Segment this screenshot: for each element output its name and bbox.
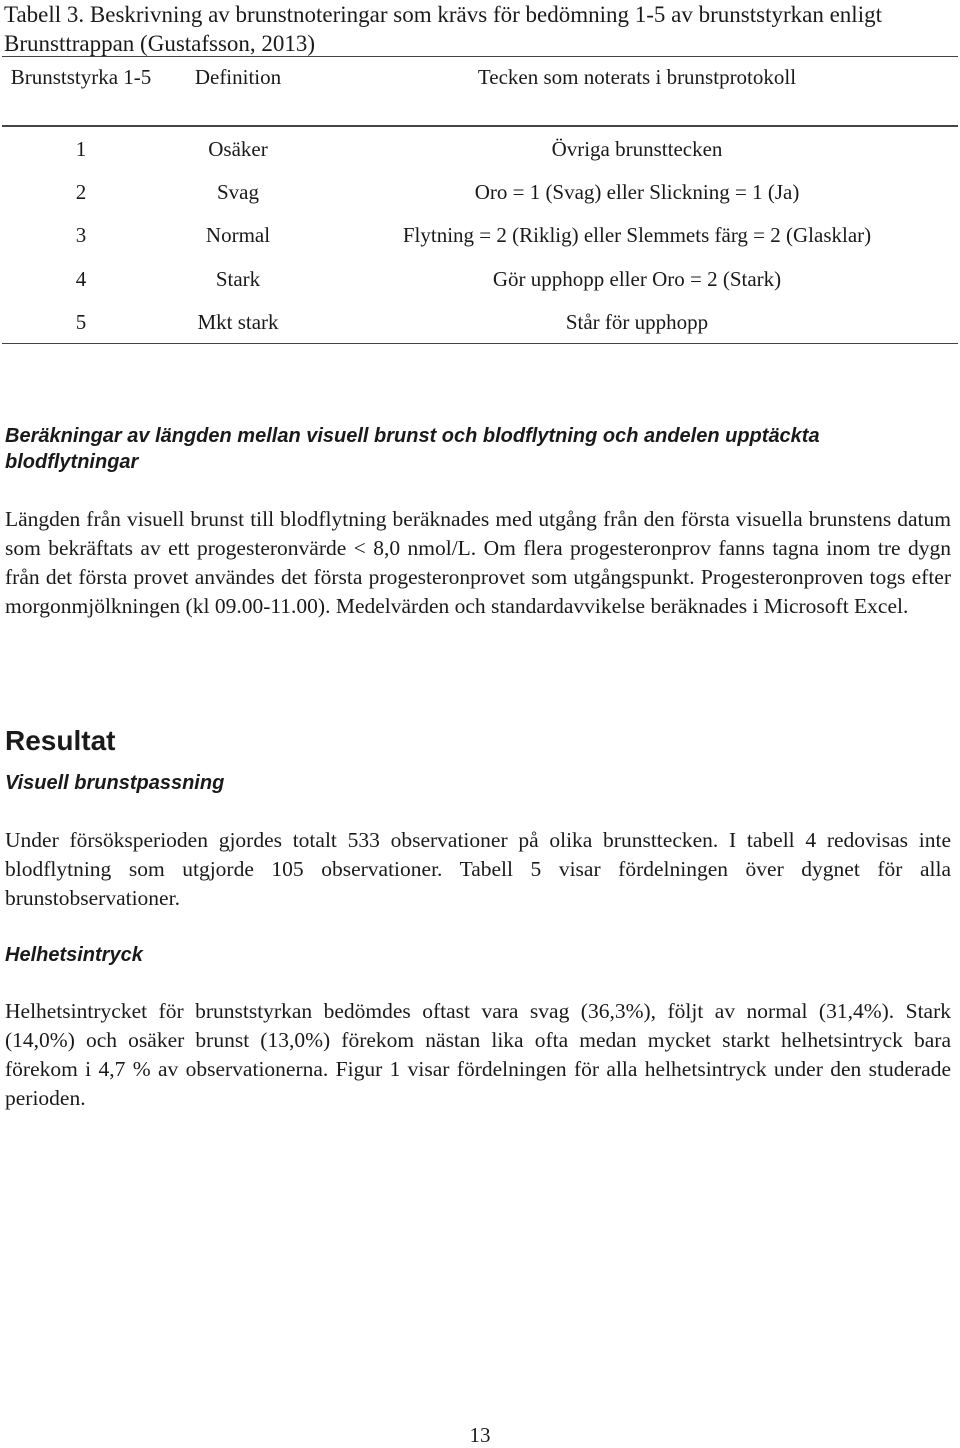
- overall-impression-heading: Helhetsintryck: [5, 944, 143, 966]
- calc-section-paragraph: Längden från visuell brunst till blodflytning beräknades med utgång från den första visuella brunstens datum som bekräftats av ett progesteronvärde < 8,0 nmol/L. Om flera progesteronprov fanns tagna inom tre dygn från det första provet användes det första progesteronprovet som utgångspunkt. Progesteronproven togs efter morgonmjölkningen (kl 09.00-11.00). Medelvärden och standardavvikelse beräknades i Microsoft Excel.: [5, 507, 951, 618]
- table-caption: Tabell 3. Beskrivning av brunstnoteringar som krävs för bedömning 1-5 av brunststyrkan enligt Brunsttrappan (Gustafsson, 2013): [4, 2, 882, 56]
- table-row-5-definition: Mkt stark: [197, 310, 279, 334]
- table-header-strength: Brunststyrka 1-5: [10, 65, 152, 89]
- table-header-rule: [2, 125, 958, 127]
- table-row-5-signs: Står för upphopp: [565, 310, 709, 334]
- table-row-1-signs: Övriga brunsttecken: [551, 137, 723, 161]
- results-heading: Resultat: [5, 725, 116, 756]
- table-row-1-level: 1: [75, 137, 87, 161]
- calc-section-heading: Beräkningar av längden mellan visuell brunst och blodflytning och andelen upptäckta blodflytningar: [5, 425, 820, 473]
- overall-impression-paragraph: Helhetsintrycket för brunststyrkan bedömdes oftast vara svag (36,3%), följt av normal (31,4%). Stark (14,0%) och osäker brunst (13,0%) förekom nästan lika ofta medan mycket starkt helhetsintryck bara förekom i 4,7 % av observationerna. Figur 1 visar fördelningen för alla helhetsintryck under den studerade perioden.: [5, 999, 951, 1110]
- table-row-4-definition: Stark: [215, 267, 261, 291]
- table-header-signs: Tecken som noterats i brunstprotokoll: [477, 65, 797, 89]
- table-row-2-level: 2: [75, 180, 87, 204]
- table-row-4-level: 4: [75, 267, 87, 291]
- table-row-4-signs: Gör upphopp eller Oro = 2 (Stark): [492, 267, 782, 291]
- visual-heat-heading: Visuell brunstpassning: [5, 772, 225, 794]
- page-number: 13: [469, 1423, 491, 1447]
- table-top-rule: [2, 56, 958, 57]
- table-row-5-level: 5: [75, 310, 87, 334]
- table-row-2-definition: Svag: [217, 180, 259, 204]
- table-header-definition: Definition: [194, 65, 282, 89]
- visual-heat-paragraph: Under försöksperioden gjordes totalt 533 observationer på olika brunsttecken. I tabell 4 redovisas inte blodflytning som utgjorde 105 observationer. Tabell 5 visar fördelningen över dygnet för alla brunstobservationer.: [5, 828, 951, 910]
- table-row-1-definition: Osäker: [208, 137, 268, 161]
- table-row-2-signs: Oro = 1 (Svag) eller Slickning = 1 (Ja): [474, 180, 800, 204]
- table-row-3-signs: Flytning = 2 (Riklig) eller Slemmets färg = 2 (Glasklar): [402, 223, 872, 247]
- table-bottom-rule: [2, 343, 958, 344]
- table-row-3-level: 3: [75, 223, 87, 247]
- table-row-3-definition: Normal: [205, 223, 271, 247]
